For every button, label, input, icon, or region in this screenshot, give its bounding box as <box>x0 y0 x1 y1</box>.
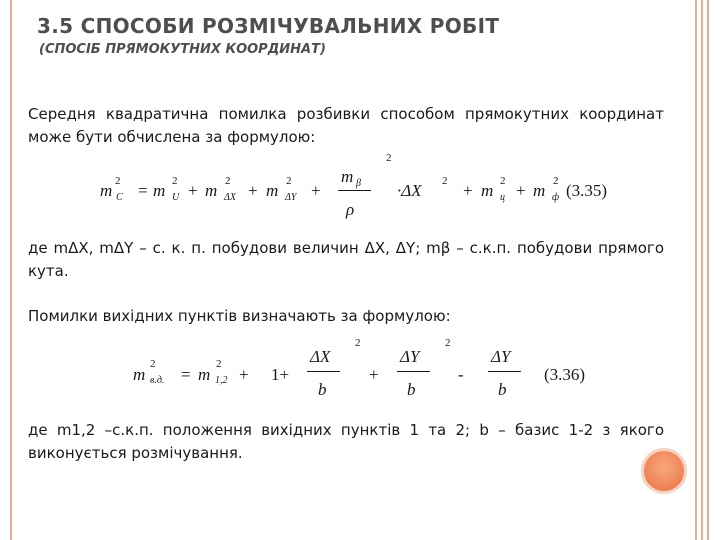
f1-sub-c: C <box>116 192 123 203</box>
f2-sub-vd: в.д. <box>150 375 165 386</box>
f2-m-vd: m <box>133 365 146 384</box>
paragraph-initial-points: Помилки вихідних пунктів визначають за формулою: <box>28 307 451 325</box>
f1-num-beta: β <box>356 178 361 189</box>
f2-num-dy-1: ΔY <box>400 347 420 366</box>
f2-num-dy-2: ΔY <box>491 347 511 366</box>
f2-plus-1: + <box>239 365 249 384</box>
f1-m-dx: m <box>205 181 218 200</box>
f2-equation-number: (3.36) <box>544 365 586 384</box>
f2-den-b2: b <box>407 380 416 399</box>
f1-num-m: m <box>341 167 354 186</box>
f2-one-plus: 1+ <box>271 365 290 384</box>
f1-equation-number: (3.35) <box>566 181 608 200</box>
f1-plus-1: + <box>188 181 198 200</box>
f1-plus-4: + <box>463 181 473 200</box>
f1-sq-bracket: 2 <box>386 152 392 164</box>
f1-rho: ρ <box>346 200 355 219</box>
f2-m-12: m <box>198 365 211 384</box>
f1-m-dy: m <box>266 181 279 200</box>
f2-sq-1: 2 <box>355 337 361 349</box>
f1-sq-dx2: 2 <box>442 175 448 187</box>
f2-fraction-line-1 <box>307 371 340 372</box>
f2-den-b1: b <box>318 380 327 399</box>
f1-plus-5: + <box>516 181 526 200</box>
decorative-orb-icon <box>641 448 687 494</box>
f1-m-f: m <box>533 181 546 200</box>
f1-sq-u: 2 <box>172 175 178 187</box>
f1-m-c: m <box>100 181 113 200</box>
f1-sub-dx: ΔX <box>224 192 236 203</box>
f1-plus-3: + <box>311 181 321 200</box>
slide-title: 3.5 СПОСОБИ РОЗМІЧУВАЛЬНИХ РОБІТ <box>37 14 500 38</box>
f1-sq-ts: 2 <box>500 175 506 187</box>
f1-sub-u: U <box>172 192 180 203</box>
f1-plus-2: + <box>248 181 258 200</box>
f2-num-dx: ΔX <box>310 347 331 366</box>
f1-sq-dy: 2 <box>286 175 292 187</box>
f1-sq-f: 2 <box>553 175 559 187</box>
f2-sub-12: 1,2 <box>215 375 228 386</box>
f2-sq-vd: 2 <box>150 358 156 370</box>
f2-den-b3: b <box>498 380 507 399</box>
f1-m-u: m <box>153 181 166 200</box>
paragraph-explanation-2: де m1,2 –с.к.п. положення вихідних пунктів 1 та 2; b – базис 1-2 з якого виконується розмічування. <box>28 421 664 462</box>
f1-dot-dx: ·ΔX <box>397 181 422 200</box>
f2-minus: - <box>458 365 464 384</box>
slide-subtitle: (СПОСІБ ПРЯМОКУТНИХ КООРДИНАТ) <box>39 42 326 57</box>
f2-sq-12: 2 <box>216 358 222 370</box>
f1-m-ts: m <box>481 181 494 200</box>
f1-sub-f: ф <box>552 192 560 203</box>
f1-sq-c: 2 <box>115 175 121 187</box>
f1-sq-dx: 2 <box>225 175 231 187</box>
f2-fraction-line-3 <box>488 371 521 372</box>
f2-plus-2: + <box>369 365 379 384</box>
f2-fraction-line-2 <box>397 371 430 372</box>
f1-eq: = <box>138 181 148 200</box>
f2-eq: = <box>181 365 191 384</box>
f2-sq-2: 2 <box>445 337 451 349</box>
f1-sub-ts: ц <box>500 192 505 203</box>
f1-sub-dy: ΔY <box>285 192 297 203</box>
paragraph-explanation-1: де mΔX, mΔY – с. к. п. побудови величин ΔX, ΔY; mβ – с.к.п. побудови прямого кута. <box>28 239 664 280</box>
paragraph-intro: Середня квадратична помилка розбивки способом прямокутних координат може бути обчислена за формулою: <box>28 105 664 146</box>
